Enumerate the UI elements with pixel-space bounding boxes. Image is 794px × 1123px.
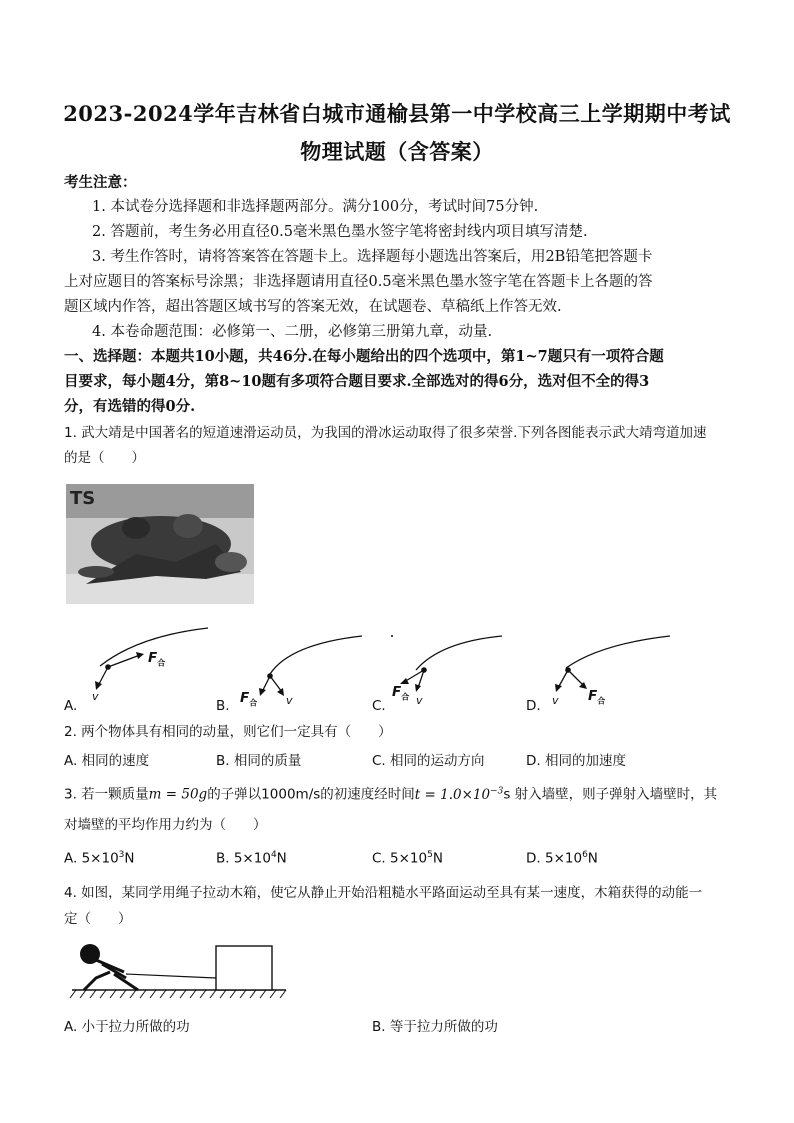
photo-banner-text: TS [70,488,96,509]
diagram-c-velocity-label: v [416,694,423,707]
q4-option-b[interactable]: B. 等于拉力所做的功 [372,1019,498,1035]
q4-option-a[interactable]: A. 小于拉力所做的功 [64,1019,190,1035]
notice-header: 考生注意： [64,174,137,191]
q1-stem-line1: 1. 武大靖是中国著名的短道速滑运动员，为我国的滑冰运动取得了很多荣誉.下列各图能表示武大靖弯道加速 [64,425,707,441]
q1-option-c[interactable]: C. [372,698,386,714]
diagram-a-velocity-label: v [92,690,99,703]
pulling-box-diagram [66,938,296,1002]
section1-line2: 目要求，每小题4分，第8~10题有多项符合题目要求.全部选对的得6分，选对但不全的得3 [64,373,650,390]
q3-option-c[interactable]: C. $5\times 10^5N$ [372,850,443,867]
q3-time: $t = 1.0\times 10^{-3}$ [414,786,504,803]
q1-stem-line2: 的是（ ） [64,450,145,466]
q1-option-b[interactable]: B. [216,698,230,714]
notice-3-cont1: 上对应题目的答案标号涂黑；非选择题请用直径0.5毫米黑色墨水签字笔在答题卡上各题的答 [64,274,653,290]
q2-option-b[interactable]: B. 相同的质量 [216,753,302,769]
q3-mass: m = 50g [148,786,208,803]
notice-3-cont2: 题区域内作答，超出答题区域书写的答案无效，在试题卷、草稿纸上作答无效. [64,299,562,315]
q3-stem-line2: 对墙壁的平均作用力约为（ ） [64,817,267,833]
diagram-b-force-label: $F_合$ [240,690,258,708]
notice-3: 3. 考生作答时，请将答案答在答题卡上。选择题每小题选出答案后，用2B铅笔把答题卡 [92,249,653,265]
q3-stem-line1: 3. 若一颗质量m = 50g的子弹以1000m/s的初速度经时间$t = 1.0\times 10^{-3}s$ 射入墙壁，则子弹射入墙壁时，其 [64,786,718,803]
q2-option-c[interactable]: C. 相同的运动方向 [372,753,485,769]
section1-line1: 一、选择题：本题共10小题，共46分.在每小题给出的四个选项中，第1~7题只有一项符合题 [64,348,664,365]
q3-option-a[interactable]: A. $5\times 10^3N$ [64,850,135,867]
speed-skater-photo [66,484,254,604]
diagram-b-velocity-label: v [286,694,293,707]
notice-1: 1. 本试卷分选择题和非选择题两部分。满分100分，考试时间75分钟. [92,199,539,215]
diagram-d-velocity-label: v [552,694,559,707]
exam-title-line2: 物理试题（含答案） [300,139,494,164]
notice-2: 2. 答题前，考生务必用直径0.5毫米黑色墨水签字笔将密封线内项目填写清楚. [92,224,588,240]
diagram-c-force-label: $F_合$ [392,684,410,702]
diagram-d-force-label: $F_合$ [588,688,606,706]
q2-stem: 2. 两个物体具有相同的动量，则它们一定具有（ ） [64,724,392,740]
exam-title-line1: 2023-2024学年吉林省白城市通榆县第一中学校高三上学期期中考试 [63,101,731,126]
notice-4: 4. 本卷命题范围：必修第一、二册，必修第三册第九章，动量. [92,324,493,340]
q2-option-a[interactable]: A. 相同的速度 [64,753,150,769]
q3-option-b[interactable]: B. $5\times 10^4N$ [216,850,287,867]
q1-option-a[interactable]: A. [64,698,78,714]
q4-stem-line2: 定（ ） [64,911,132,927]
diagram-d [540,630,680,710]
diagram-a-force-label: $F_合$ [148,650,166,668]
q3-option-d[interactable]: D. $5\times 10^6N$ [526,850,598,867]
q2-option-d[interactable]: D. 相同的加速度 [526,753,626,769]
section1-line3: 分，有选错的得0分. [64,398,196,415]
q4-stem-line1: 4. 如图，某同学用绳子拉动木箱，使它从静止开始沿粗糙水平路面运动至具有某一速度，木箱获得的动能一 [64,885,703,901]
q1-option-d[interactable]: D. [526,698,541,714]
